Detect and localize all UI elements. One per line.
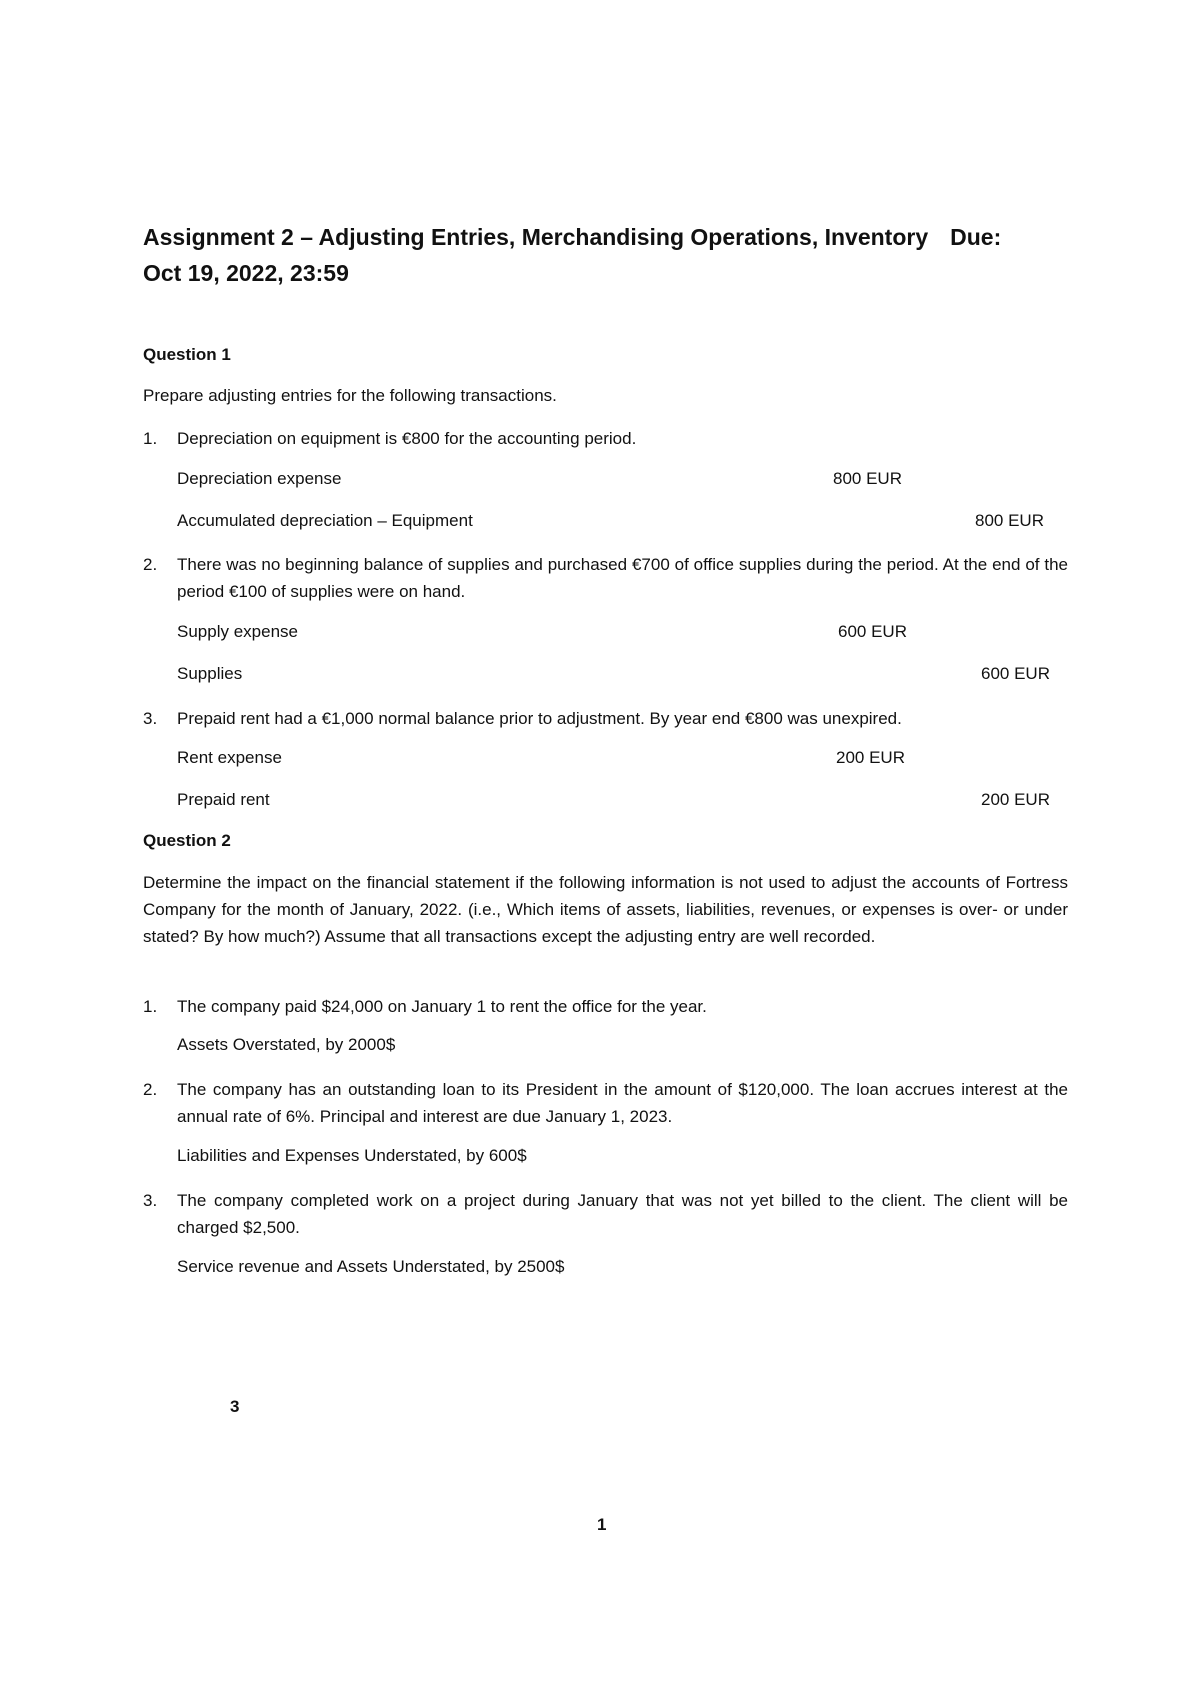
q1-item-2 — [143, 551, 1068, 605]
q1-item-1-credit-amount: 800 EUR — [975, 511, 1044, 530]
q2-item-1-answer: Assets Overstated, by 2000$ — [177, 1035, 396, 1054]
q1-item-1-debit-amount: 800 EUR — [833, 469, 902, 488]
q1-item-2-debit-amount: 600 EUR — [838, 622, 907, 641]
q2-item-3-number: 3. — [143, 1191, 158, 1210]
assignment-title — [143, 219, 1073, 291]
title-main: Assignment 2 – Adjusting Entries, Merchandising Operations, Inventory — [143, 224, 929, 250]
question-2-intro: Determine the impact on the financial statement if the following information is not used to adjust the accounts of Fortress Company for the month of January, 2022. (i.e., Which items of assets, liabilities, revenues, or expenses is over- or under stated? By how much?) Assume that all transactions except the adjusting entry are well recorded. — [143, 873, 1068, 946]
q1-item-3 — [143, 705, 1068, 732]
inner-page-number: 3 — [230, 1397, 240, 1416]
q1-item-3-debit-amount: 200 EUR — [836, 748, 905, 767]
q2-item-3 — [143, 1187, 1068, 1241]
q2-item-3-answer: Service revenue and Assets Understated, by 2500$ — [177, 1257, 565, 1276]
q2-item-1 — [143, 993, 1068, 1020]
q1-item-1-credit-account: Accumulated depreciation – Equipment — [177, 511, 473, 530]
q1-item-1-number: 1. — [143, 429, 158, 448]
title-due-label: Due: — [950, 224, 1002, 250]
question-1-heading: Question 1 — [143, 345, 231, 364]
question-2-heading: Question 2 — [143, 831, 231, 850]
q1-item-3-text: Prepaid rent had a €1,000 normal balance prior to adjustment. By year end €800 was unexpired. — [177, 709, 902, 728]
title-due-date: Oct 19, 2022, 23:59 — [143, 260, 349, 286]
q1-item-1-debit-account: Depreciation expense — [177, 469, 342, 488]
q1-item-2-credit-amount: 600 EUR — [981, 664, 1050, 683]
q1-item-3-credit-amount: 200 EUR — [981, 790, 1050, 809]
q1-item-3-credit-account: Prepaid rent — [177, 790, 270, 809]
q1-item-3-debit-account: Rent expense — [177, 748, 282, 767]
q1-item-2-debit-account: Supply expense — [177, 622, 298, 641]
q2-item-2 — [143, 1076, 1068, 1130]
question-1-intro: Prepare adjusting entries for the following transactions. — [143, 386, 557, 405]
q1-item-2-credit-account: Supplies — [177, 664, 243, 683]
q1-item-1 — [143, 425, 1068, 452]
q1-item-1-text: Depreciation on equipment is €800 for the accounting period. — [177, 429, 637, 448]
q2-item-2-text: The company has an outstanding loan to its President in the amount of $120,000. The loan accrues interest at the annual rate of 6%. Principal and interest are due January 1, 2023. — [177, 1080, 1068, 1126]
q2-item-3-text: The company completed work on a project during January that was not yet billed to the client. The client will be charged $2,500. — [177, 1191, 1068, 1237]
q1-item-2-text: There was no beginning balance of supplies and purchased €700 of office supplies during the period. At the end of the period €100 of supplies were on hand. — [177, 555, 1068, 601]
q1-item-3-number: 3. — [143, 709, 158, 728]
q2-item-2-number: 2. — [143, 1080, 158, 1099]
q2-item-2-answer: Liabilities and Expenses Understated, by 600$ — [177, 1146, 527, 1165]
page-number: 1 — [597, 1515, 607, 1534]
q2-item-1-number: 1. — [143, 997, 158, 1016]
q2-item-1-text: The company paid $24,000 on January 1 to rent the office for the year. — [177, 997, 707, 1016]
q1-item-2-number: 2. — [143, 555, 158, 574]
